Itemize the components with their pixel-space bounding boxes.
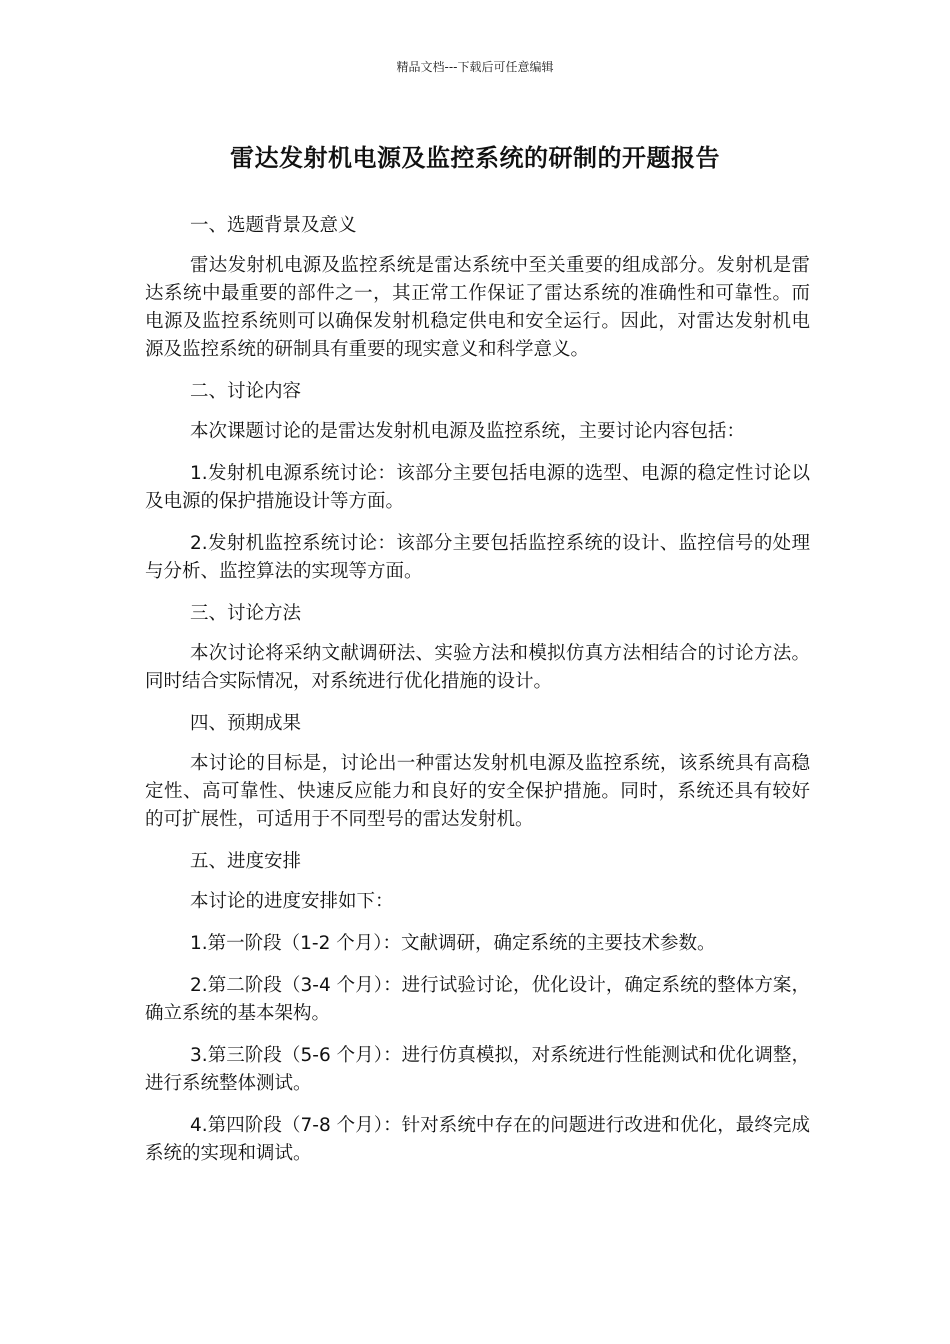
document-body: [145, 212, 810, 1182]
paragraph: 本讨论的进度安排如下：: [190, 891, 394, 912]
page-header: 精品文档---下载后可任意编辑: [396, 60, 554, 74]
paragraph: 2.发射机监控系统讨论：该部分主要包括监控系统的设计、监控信号的处理与分析、监控算法的实现等方面。: [145, 533, 810, 582]
section-expected-results: [145, 710, 810, 834]
paragraph: 本讨论的目标是，讨论出一种雷达发射机电源及监控系统，该系统具有高稳定性、高可靠性、快速反应能力和良好的安全保护措施。同时，系统还具有较好的可扩展性，可适用于不同型号的雷达发射机。: [145, 753, 810, 830]
section-heading: 五、进度安排: [190, 851, 302, 872]
paragraph: 1.发射机电源系统讨论：该部分主要包括电源的选型、电源的稳定性讨论以及电源的保护措施设计等方面。: [145, 463, 810, 512]
document-title: 雷达发射机电源及监控系统的研制的开题报告: [230, 144, 720, 172]
schedule-item: 4.第四阶段（7-8 个月）：针对系统中存在的问题进行改进和优化，最终完成系统的实现和调试。: [145, 1115, 810, 1164]
section-heading: 三、讨论方法: [190, 603, 302, 624]
paragraph: 本次课题讨论的是雷达发射机电源及监控系统，主要讨论内容包括：: [190, 421, 746, 442]
section-heading: 四、预期成果: [190, 713, 302, 734]
section-background: [145, 212, 810, 364]
section-schedule: [145, 848, 810, 1168]
section-heading: 一、选题背景及意义: [190, 215, 357, 236]
section-content: [145, 378, 810, 586]
section-heading: 二、讨论内容: [190, 381, 302, 402]
section-method: [145, 600, 810, 696]
schedule-item: 3.第三阶段（5-6 个月）：进行仿真模拟，对系统进行性能测试和优化调整，进行系统整体测试。: [145, 1045, 810, 1094]
schedule-item: 2.第二阶段（3-4 个月）：进行试验讨论，优化设计，确定系统的整体方案，确立系统的基本架构。: [145, 975, 810, 1024]
schedule-item: 1.第一阶段（1-2 个月）：文献调研，确定系统的主要技术参数。: [190, 933, 716, 954]
paragraph: 本次讨论将采纳文献调研法、实验方法和模拟仿真方法相结合的讨论方法。同时结合实际情况，对系统进行优化措施的设计。: [145, 643, 810, 692]
paragraph: 雷达发射机电源及监控系统是雷达系统中至关重要的组成部分。发射机是雷达系统中最重要的部件之一，其正常工作保证了雷达系统的准确性和可靠性。而电源及监控系统则可以确保发射机稳定供电和安全运行。因此，对雷达发射机电源及监控系统的研制具有重要的现实意义和科学意义。: [145, 255, 810, 360]
